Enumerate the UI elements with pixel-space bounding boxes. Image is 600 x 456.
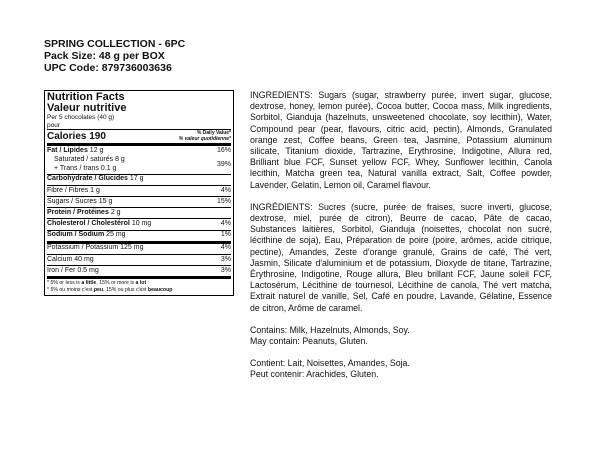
nutrition-footnote: * 5% or less is a little, 15% or more is a lot * 5% ou moins c'est peu, 15% ou plus c'est beaucoup — [47, 280, 173, 293]
calcium-row: Calcium 40 mg 3% — [47, 255, 231, 263]
ingredients-fr: INGRÉDIENTS: Sucres (sucre, purée de fraises, sucre inverti, glucose, dextrose, miel, purée de citron), Beurre de cacao, Pâte de cacao, Substances laitières, Sorbitol, Gianduja (noisettes, chocolat non sucré, lécithine de soja), Eau, Préparation de poire (poire, arômes, acide citrique, pectine), Amandes, Zeste d'orange granulé, Grains de café, Thé vert, Jasmin, Silicate d'aluminium et de potassium, Dioxyde de titane, Tartrazine, Érythrosine, Indigotine, Rouge allura, Bleu brillant FCF, Jaune soleil FCF, Lactosérum, Lécithine de tournesol, Lécithine de canola, Thé vert matcha, Extrait naturel de vanille, Sel, Café en poudre, Lavande, Gélatine, Essence de citron, Arôme de caramel. — [250, 201, 552, 313]
product-title: SPRING COLLECTION - 6PC — [44, 38, 186, 50]
contains-fr: Contient: Lait, Noisettes, Amandes, Soja. — [250, 358, 410, 369]
calories-label: Calories 190 — [47, 131, 106, 143]
iron-row: Iron / Fer 0.5 mg 3% — [47, 266, 231, 274]
trans-label: + Trans / trans 0.1 g — [54, 164, 117, 172]
saturated-label: Saturated / saturés 8 g — [54, 156, 125, 164]
ingredients-en: INGREDIENTS: Sugars (sugar, strawberry purée, invert sugar, glucose, dextrose, honey, lemon purée), Cocoa butter, Cocoa mass, Milk ingredients, Sorbitol, Gianduja (hazelnuts, unsweetened chocolate, soy lecithin), Water, Compound pear (pear, flavours, citric acid, pectin), Almonds, Granulated orange zest, Coffee beans, Green tea, Jasmine, Potassium aluminum silicate, Titanium dioxide, Tartrazine, Erythrosine, Indigotine, Allura red, Brilliant blue FCF, Sunset yellow FCF, Whey, Sunflower lecithin, Canola lecithin, Matcha green tea, Natural vanilla extract, Salt, Coffee powder, Lavender, Gelatin, Lemon oil, Caramel flavour. — [250, 90, 552, 190]
cholesterol-row: Cholesterol / Cholestérol 10 mg 4% — [47, 220, 231, 228]
sodium-row: Sodium / Sodium 25 mg 1% — [47, 231, 231, 239]
nutrition-facts-table — [44, 90, 234, 296]
may-contain-fr: Peut contenir: Arachides, Gluten. — [250, 369, 379, 380]
serving-size: Per 5 chocolates (40 g) — [47, 114, 115, 121]
carb-row: Carbohydrate / Glucides 17 g — [47, 175, 144, 183]
calories-row — [47, 130, 231, 143]
nutrition-title-en: Nutrition Facts — [47, 91, 125, 103]
may-contain-en: May contain: Peanuts, Gluten. — [250, 336, 368, 347]
upc-code: UPC Code: 879736003636 — [44, 62, 172, 74]
protein-row: Protein / Protéines 2 g — [47, 208, 121, 216]
sat-trans-dv: 39% — [216, 160, 231, 168]
pack-size: Pack Size: 48 g per BOX — [44, 50, 165, 62]
product-header — [44, 38, 185, 74]
fibre-row: Fibre / Fibres 1 g 4% — [47, 186, 231, 194]
fat-row: Fat / Lipides 12 g 16% — [47, 146, 231, 154]
sugars-row: Sugars / Sucres 15 g 15% — [47, 197, 231, 205]
ingredients-panel — [250, 90, 552, 381]
daily-value-header: % Daily Value* % valeur quotidienne* — [178, 130, 231, 142]
contains-en: Contains: Milk, Hazelnuts, Almonds, Soy. — [250, 324, 410, 335]
saturated-trans-row — [47, 156, 231, 173]
potassium-row: Potassium / Potassium 125 mg 4% — [47, 244, 231, 252]
nutrition-title-fr: Valeur nutritive — [47, 102, 127, 114]
serving-size-fr: pour — [47, 121, 61, 129]
